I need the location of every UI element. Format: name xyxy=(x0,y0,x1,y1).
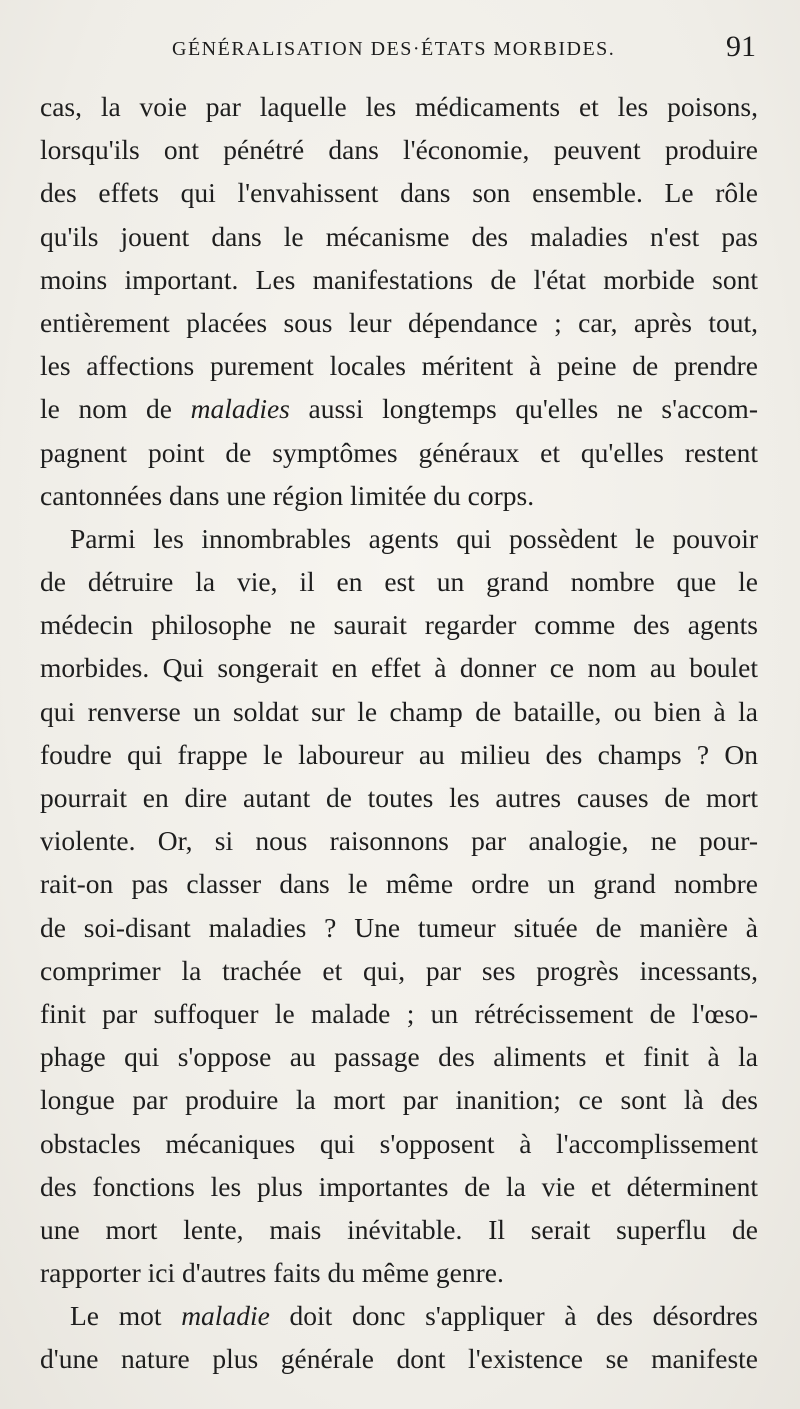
text-line: cas, la voie par laquelle les médicaments et les poisons, xyxy=(40,91,758,122)
text-line: finit par suffoquer le malade ; un rétrécissement de l'œso- xyxy=(40,997,758,1029)
body-text xyxy=(40,85,758,1381)
text-line: comprimer la trachée et qui, par ses progrès incessants, xyxy=(40,954,758,986)
text-line: médecin philosophe ne saurait regarder comme des agents xyxy=(40,609,758,641)
text-line: rapporter ici d'autres faits du même genre. xyxy=(40,1257,504,1289)
text-line: phage qui s'oppose au passage des aliments et finit à la xyxy=(40,1041,758,1073)
text-line: lorsqu'ils ont pénétré dans l'économie, peuvent produire xyxy=(40,134,758,166)
text-line: morbides. Qui songerait en effet à donner ce nom au boulet xyxy=(40,652,758,684)
text-segment: aussi longtemps qu'elles ne s'accom- xyxy=(289,393,758,425)
text-segment: Le mot xyxy=(70,1300,182,1332)
text-line xyxy=(40,1294,758,1337)
text-segment: doit donc s'appliquer à des désordres xyxy=(269,1300,758,1332)
text-line: de soi-disant maladies ? Une tumeur située de manière à xyxy=(40,911,758,943)
text-line: qui renverse un soldat sur le champ de bataille, ou bien à la xyxy=(40,695,758,727)
text-line: les affections purement locales méritent à peine de prendre xyxy=(40,350,758,382)
text-line: d'une nature plus générale dont l'existence se manifeste xyxy=(40,1343,758,1375)
text-line: des effets qui l'envahissent dans son ensemble. Le rôle xyxy=(40,177,758,209)
text-line: Parmi les innombrables agents qui possèdent le pouvoir xyxy=(70,522,758,554)
running-head: GÉNÉRALISATION DES·ÉTATS MORBIDES. xyxy=(172,38,616,60)
text-line: obstacles mécaniques qui s'opposent à l'accomplissement xyxy=(40,1127,758,1159)
text-line: foudre qui frappe le laboureur au milieu des champs ? On xyxy=(40,738,758,770)
italic-term: maladies xyxy=(190,393,290,425)
text-line: rait-on pas classer dans le même ordre un grand nombre xyxy=(40,868,758,900)
text-line: violente. Or, si nous raisonnons par analogie, ne pour- xyxy=(40,825,758,857)
text-line: qu'ils jouent dans le mécanisme des maladies n'est pas xyxy=(40,220,758,252)
text-line: pourrait en dire autant de toutes les autres causes de mort xyxy=(40,782,758,813)
text-line: longue par produire la mort par inanition; ce sont là des xyxy=(40,1084,758,1116)
page-header xyxy=(40,30,758,70)
text-line: moins important. Les manifestations de l'état morbide sont xyxy=(40,263,758,295)
page-number: 91 xyxy=(726,30,756,63)
text-line: cantonnées dans une région limitée du corps. xyxy=(40,479,535,511)
text-line: des fonctions les plus importantes de la vie et déterminent xyxy=(40,1170,758,1202)
italic-term: maladie xyxy=(181,1300,270,1332)
text-line: pagnent point de symptômes généraux et qu'elles restent xyxy=(40,436,758,468)
text-line: de détruire la vie, il en est un grand nombre que le xyxy=(40,566,758,598)
text-line xyxy=(40,387,758,430)
text-line: entièrement placées sous leur dépendance ; car, après tout, xyxy=(40,306,758,338)
text-segment: le nom de xyxy=(40,393,191,425)
text-line: une mort lente, mais inévitable. Il serait superflu de xyxy=(40,1213,758,1245)
